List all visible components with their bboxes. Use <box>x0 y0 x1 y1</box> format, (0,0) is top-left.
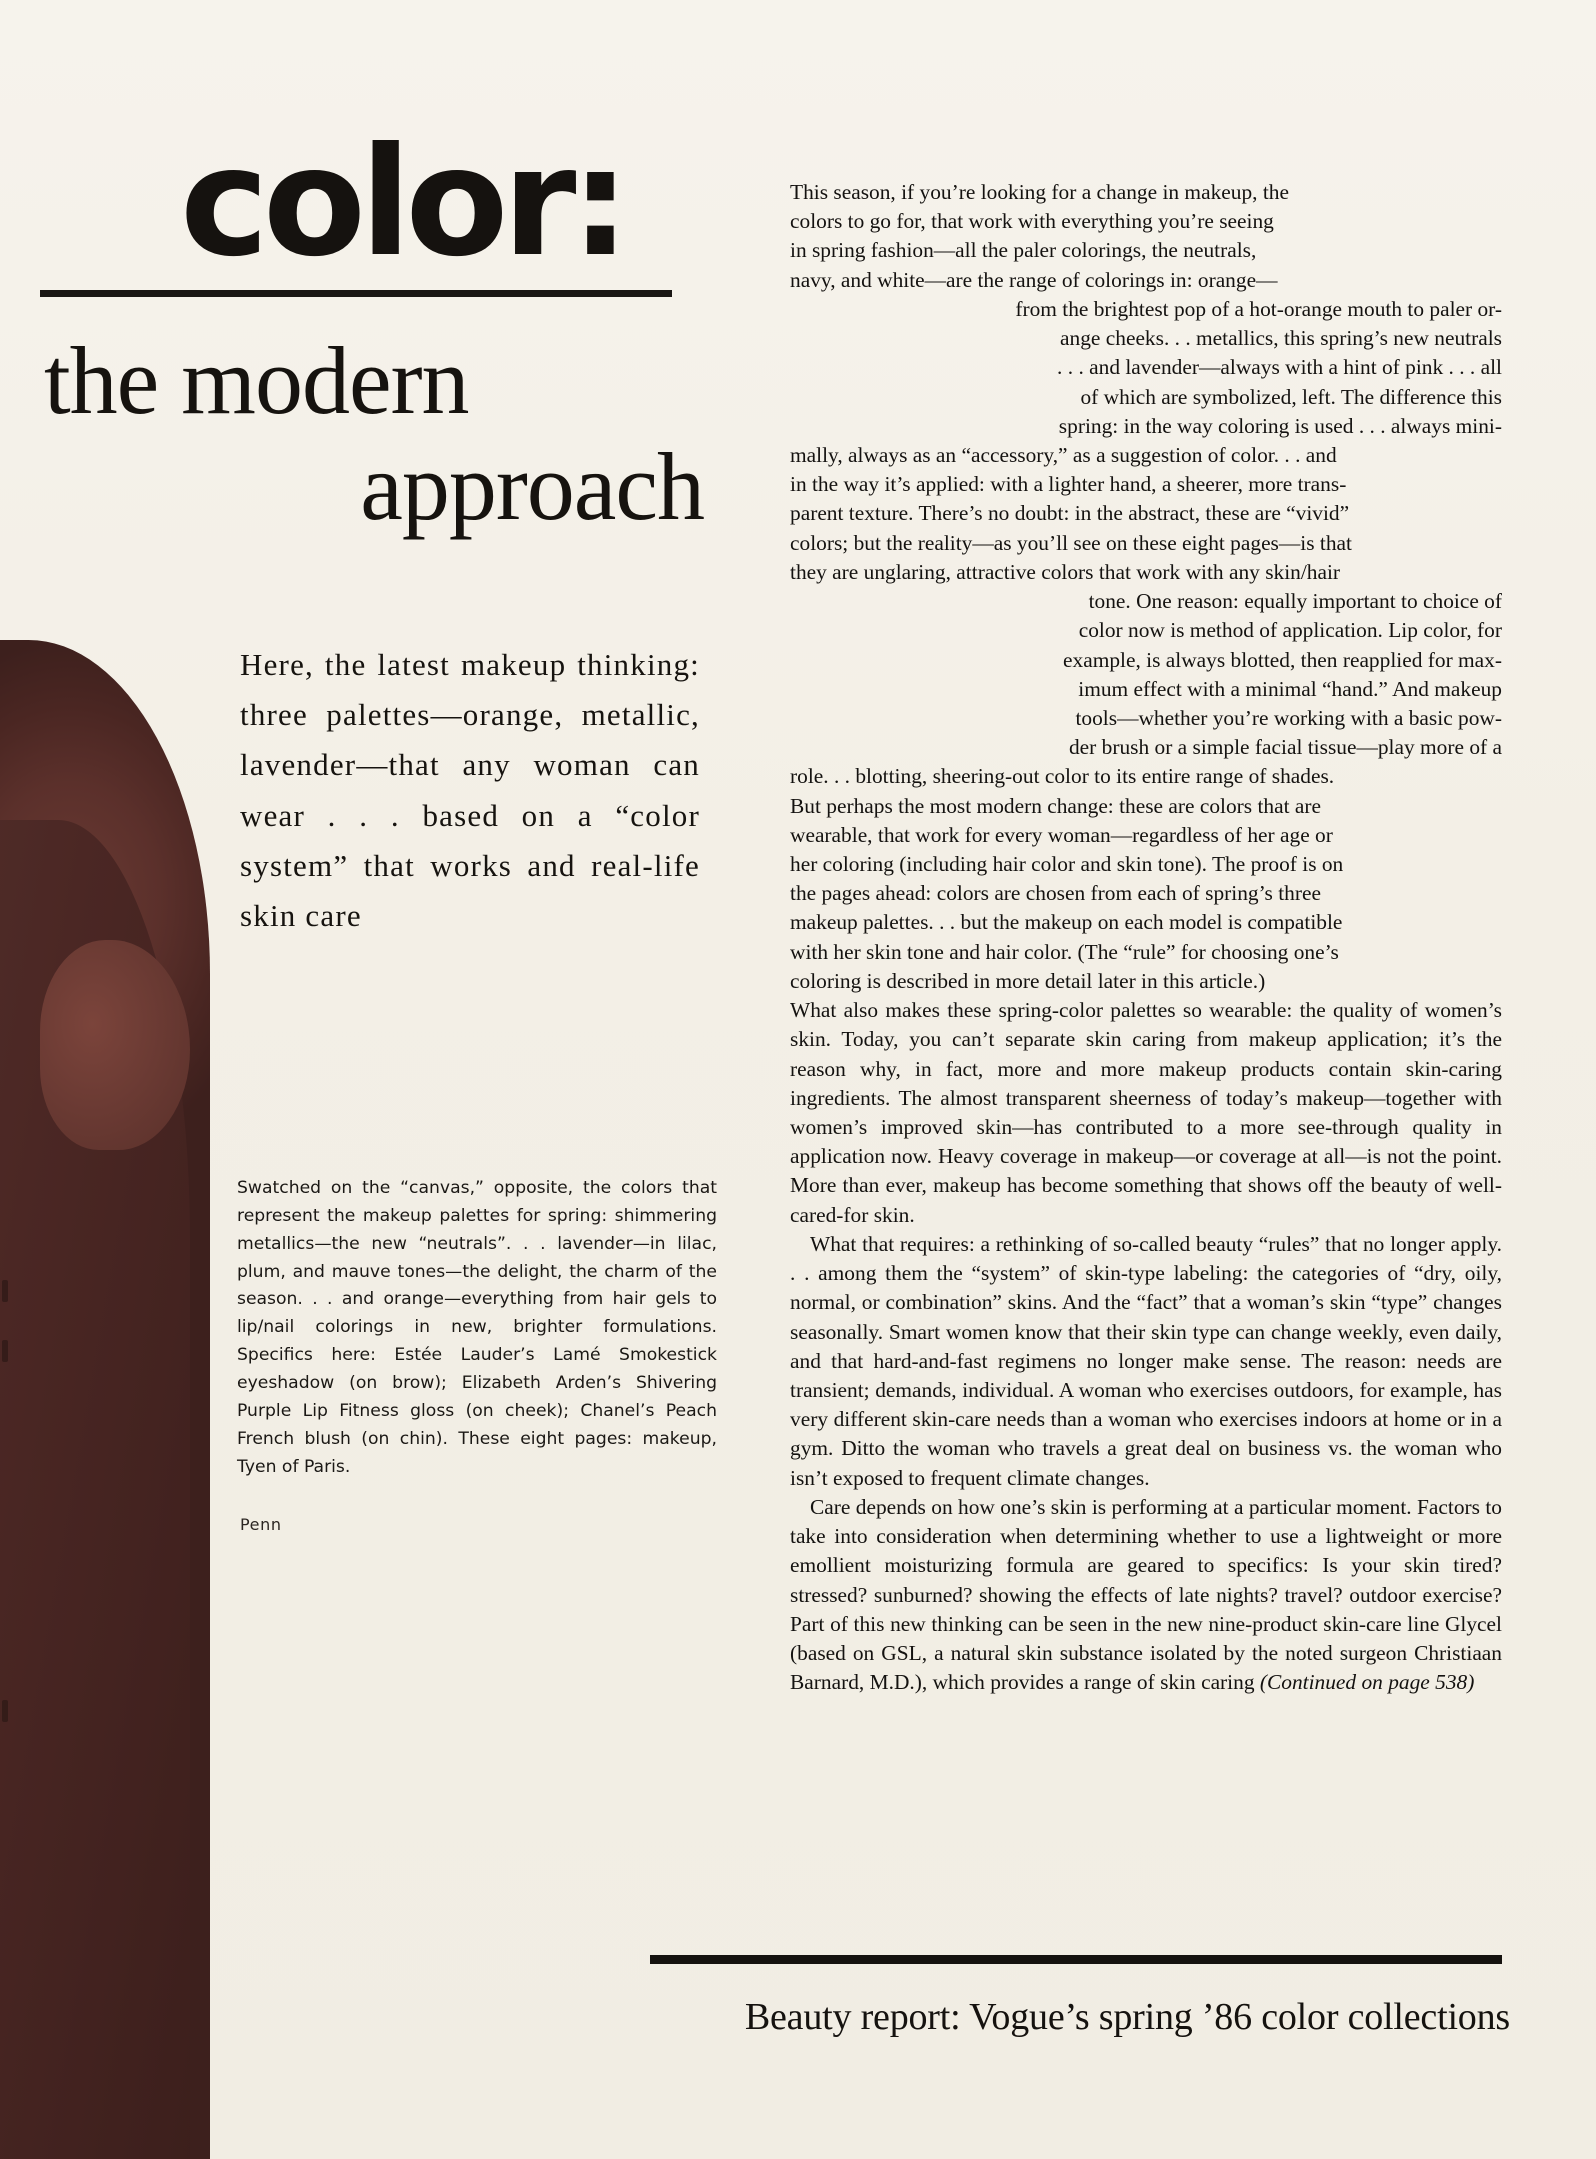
body-line: coloring is described in more detail later in this article.) <box>790 968 1266 993</box>
body-line: they are unglaring, attractive colors that work with any skin/hair <box>790 559 1341 584</box>
body-line: parent texture. There’s no doubt: in the abstract, these are “vivid” <box>790 501 1350 526</box>
headline-line-1: the modern <box>44 327 469 434</box>
film-edge-marks <box>2 640 10 2159</box>
body-line: wearable, that work for every woman—regardless of her age or <box>790 822 1333 847</box>
continued-line: (Continued on page 538) <box>1259 1670 1475 1695</box>
body-line: imum effect with a minimal “hand.” And makeup <box>1078 676 1502 701</box>
left-column <box>40 116 760 1534</box>
article-body <box>790 178 1502 1697</box>
body-paragraph-3: What that requires: a rethinking of so-called beauty “rules” that no longer apply. . . among them the “system” of skin-type labeling: the categories of “dry, oily, normal, or combination” skins. And the “fact” that a woman’s skin “type” changes seasonally. Smart women know that their skin type can change weekly, even daily, and that hard-and-fast regimens no longer make sense. The reason: needs are transient; demands, individual. A woman who exercises outdoors, for example, has very different skin-care needs than a woman who exercises indoors at home or in a gym. Ditto the woman who travels a great deal on business vs. the woman who isn’t exposed to frequent climate changes. <box>790 1231 1502 1490</box>
body-line: ange cheeks. . . metallics, this spring’s new neutrals <box>1060 326 1502 351</box>
body-line: example, is always blotted, then reapplied for max- <box>1063 647 1502 672</box>
body-paragraph-2: What also makes these spring-color palettes so wearable: the quality of women’s skin. Today, you can’t separate skin caring from makeup application; it’s the reason why, in fact, more and more makeup products contain skin-caring ingredients. The almost transparent sheerness of today’s makeup—together with women’s improved skin—has contributed to a more see-through quality in application now. Heavy coverage in makeup—or coverage at all—is not the point. More than ever, makeup has become something that shows off the beauty of well-cared-for skin. <box>790 998 1502 1227</box>
body-line: tone. One reason: equally important to choice of <box>1088 589 1502 614</box>
body-line: colors to go for, that work with everything you’re seeing <box>790 209 1274 234</box>
body-line: the pages ahead: colors are chosen from each of spring’s three <box>790 881 1321 906</box>
body-paragraph-1 <box>790 178 1502 996</box>
body-line: in the way it’s applied: with a lighter hand, a sheerer, more trans- <box>790 472 1347 497</box>
photo-caption: Swatched on the “canvas,” opposite, the colors that represent the makeup palettes for spring: shimmering metallics—the new “neutrals”. . . lavender—in lilac, plum, and mauve tones—the delight, the charm of the season. . . and orange—everything from hair gels to lip/nail colorings in new, brighter formulations. Specifics here: Estée Lauder’s Lamé Smokestick eyeshadow (on brow); Elizabeth Arden’s Shivering Purple Lip Fitness gloss (on cheek); Chanel’s Peach French blush (on chin). These eight pages: makeup, Tyen of Paris. <box>237 1178 717 1477</box>
body-line: role. . . blotting, sheering-out color to its entire range of shades. <box>790 764 1335 789</box>
body-line: from the brightest pop of a hot-orange mouth to paler or- <box>1015 296 1502 321</box>
footer-rule <box>650 1955 1502 1964</box>
body-line: mally, always as an “accessory,” as a suggestion of color. . . and <box>790 442 1337 467</box>
body-line: . . . and lavender—always with a hint of pink . . . all <box>1057 355 1502 380</box>
body-line: her coloring (including hair color and skin tone). The proof is on <box>790 852 1344 877</box>
model-photo-silhouette <box>0 640 210 2159</box>
photo-blob-secondary <box>0 820 190 2159</box>
headline-rule <box>40 290 672 297</box>
body-line: makeup palettes. . . but the makeup on each model is compatible <box>790 910 1343 935</box>
body-line: colors; but the reality—as you’ll see on these eight pages—is that <box>790 530 1352 555</box>
photo-credit: Penn <box>240 1515 282 1534</box>
body-line: tools—whether you’re working with a basic pow- <box>1075 705 1502 730</box>
headline-modern-approach <box>44 327 704 540</box>
body-line: of which are symbolized, left. The difference this <box>1080 384 1502 409</box>
photo-blob <box>0 640 210 2159</box>
body-line: spring: in the way coloring is used . . . always mini- <box>1058 413 1502 438</box>
body-line: This season, if you’re looking for a change in makeup, the <box>790 180 1289 204</box>
body-paragraph-4: Care depends on how one’s skin is performing at a particular moment. Factors to take into consideration when determining whether to use a lightweight or more emollient moisturizing formula are geared to specifics: Is your skin tired? stressed? sunburned? showing the effects of late nights? travel? outdoor exercise? Part of this new thinking can be seen in the new nine-product skin-care line Glycel (based on GSL, a natural skin substance isolated by the noted surgeon Christiaan Barnard, M.D.), which provides a range of skin caring (Continued on page 538) <box>790 1494 1502 1695</box>
deck-text: Here, the latest makeup thinking: three palettes—orange, metallic, lavender—that any woman can wear . . . based on a “color system” that works and real-life skin care <box>240 647 700 934</box>
body-line: But perhaps the most modern change: these are colors that are <box>790 793 1322 818</box>
footer-text: Beauty report: Vogue’s spring ’86 color collections <box>744 1996 1510 2038</box>
headline-line-2: approach <box>360 432 704 540</box>
body-line: navy, and white—are the range of colorings in: orange— <box>790 267 1278 292</box>
headline-color: color: <box>180 116 625 290</box>
body-line: with her skin tone and hair color. (The “rule” for choosing one’s <box>790 939 1339 964</box>
body-line: in spring fashion—all the paler colorings, the neutrals, <box>790 238 1257 263</box>
body-line: color now is method of application. Lip color, for <box>1078 618 1502 643</box>
photo-nose-highlight <box>40 940 190 1150</box>
body-line: der brush or a simple facial tissue—play more of a <box>1068 735 1502 760</box>
